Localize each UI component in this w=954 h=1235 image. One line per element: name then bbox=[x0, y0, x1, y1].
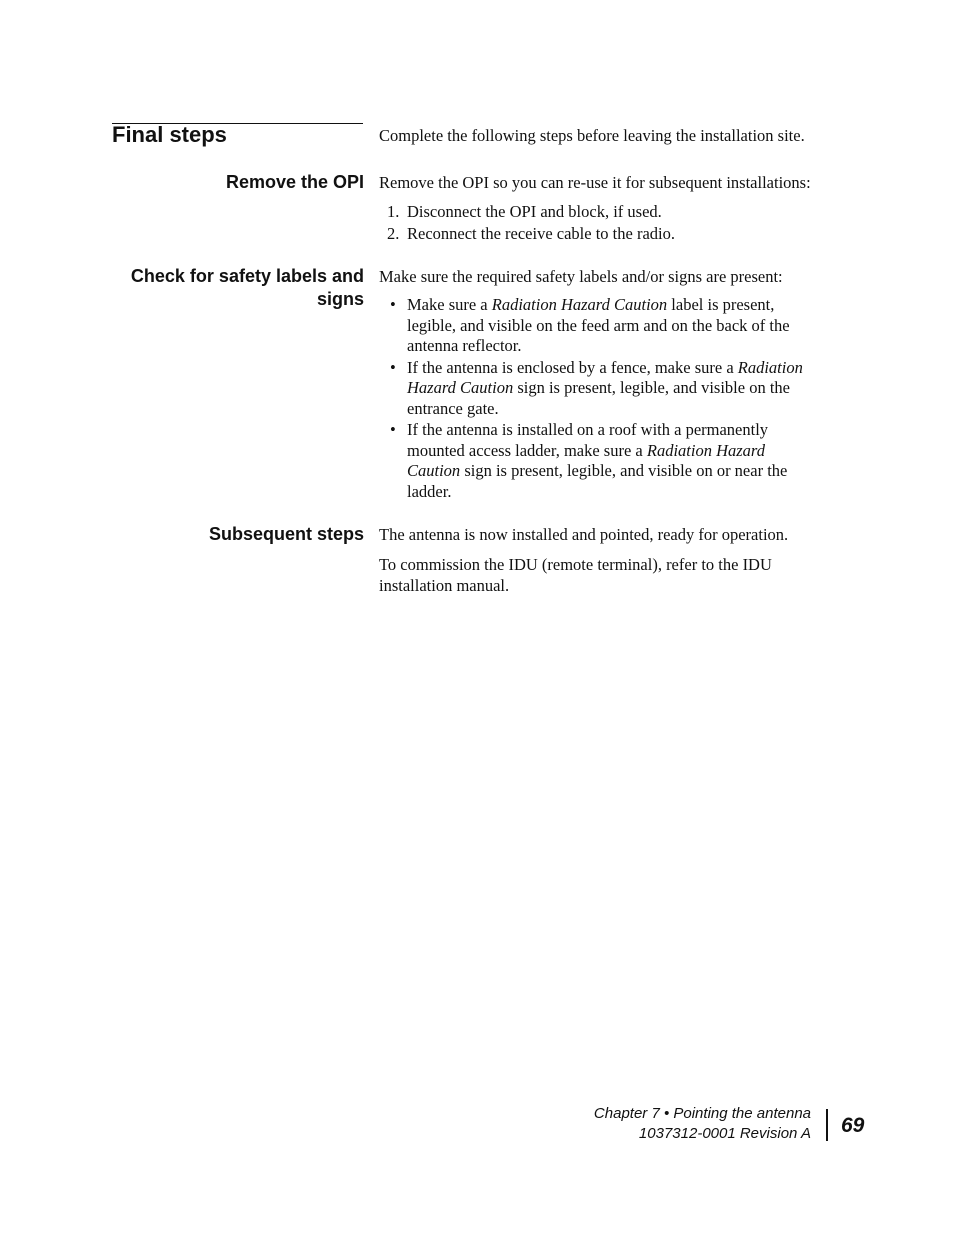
bullet-icon: • bbox=[390, 357, 396, 377]
page-number: 69 bbox=[841, 1114, 865, 1137]
list-item: • If the antenna is installed on a roof with a permanently mounted access ladder, make sure a Radiation Hazard Caution sign is present, legible, and visible on or near the ladder. bbox=[390, 420, 788, 501]
list-item: • Make sure a Radiation Hazard Caution label is present, legible, and visible on the feed arm and on the back of the antenna reflector. bbox=[390, 295, 790, 355]
bullet-icon: • bbox=[390, 295, 396, 314]
list-item: 1. Disconnect the OPI and block, if used. bbox=[387, 202, 662, 221]
footer-divider bbox=[826, 1109, 828, 1141]
heading-safety-labels: Check for safety labels and signs bbox=[130, 266, 364, 309]
section-intro: Complete the following steps before leaving the installation site. bbox=[379, 126, 805, 145]
footer-doc-number: 1037312-0001 Revision A bbox=[638, 1125, 811, 1142]
safety-intro: Make sure the required safety labels and/or signs are present: bbox=[379, 267, 783, 286]
list-item: • If the antenna is enclosed by a fence, make sure a Radiation Hazard Caution sign is present, legible, and visible on the entrance gate. bbox=[390, 357, 803, 418]
remove-opi-intro: Remove the OPI so you can re-use it for subsequent installations: bbox=[379, 173, 811, 192]
footer-chapter: Chapter 7 • Pointing the antenna bbox=[593, 1105, 811, 1122]
list-item: 2. Reconnect the receive cable to the radio. bbox=[387, 223, 675, 243]
heading-remove-opi: Remove the OPI bbox=[225, 172, 364, 192]
subsequent-para-2: To commission the IDU (remote terminal), refer to the IDU installation manual. bbox=[379, 555, 772, 595]
heading-subsequent-steps: Subsequent steps bbox=[208, 524, 364, 544]
remove-opi-steps bbox=[379, 202, 834, 245]
section-title: Final steps bbox=[112, 122, 227, 147]
safety-items bbox=[379, 295, 819, 503]
subsequent-para-1: The antenna is now installed and pointed, ready for operation. bbox=[379, 525, 789, 544]
bullet-icon: • bbox=[390, 420, 396, 439]
